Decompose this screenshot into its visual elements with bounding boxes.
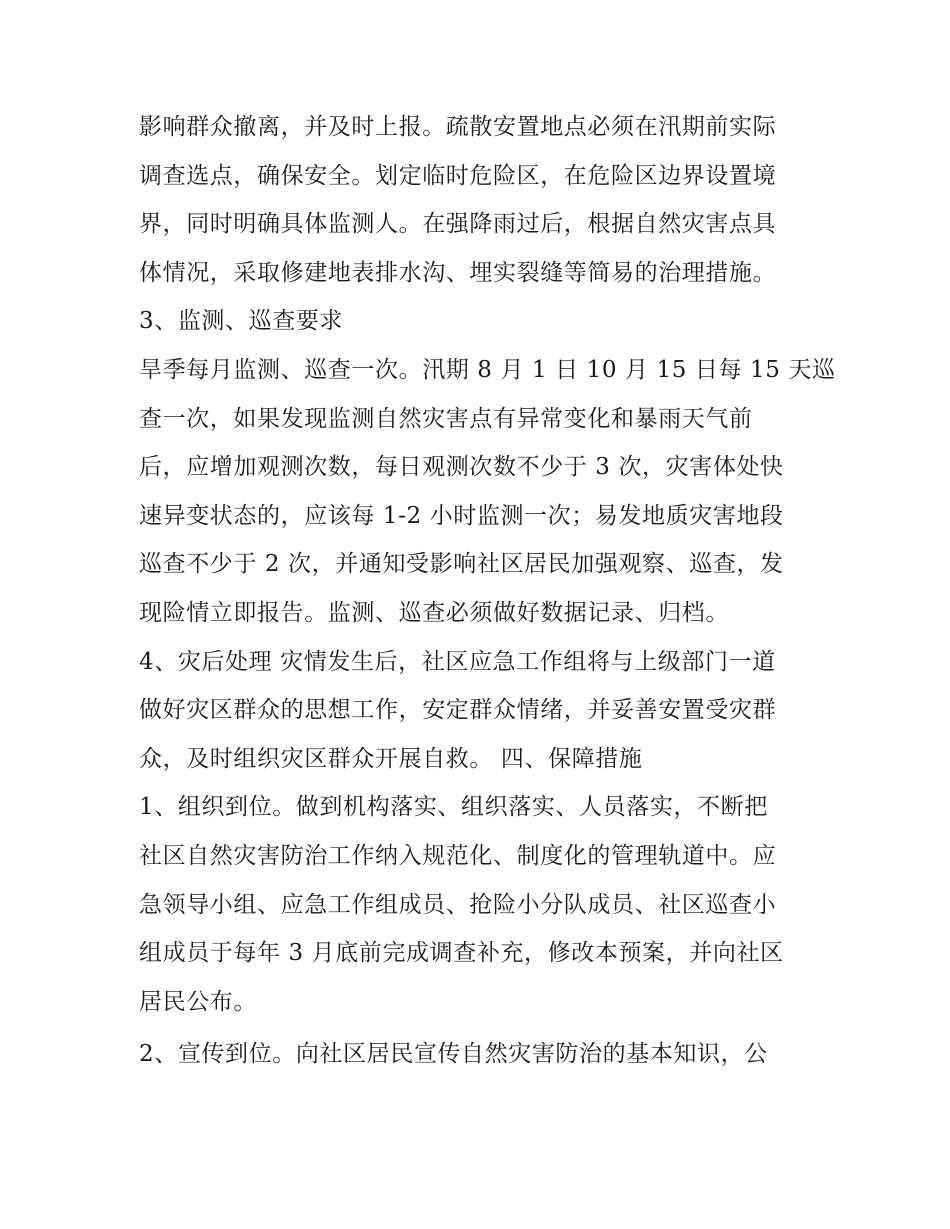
text-line: 现险情立即报告。监测、巡查必须做好数据记录、归档。 [139,599,729,626]
text-line: 影响群众撤离，并及时上报。疏散安置地点必须在汛期前实际 [139,114,777,140]
text-line: 调查选点，确保安全。划定临时危险区，在危险区边界设置境 [139,162,777,189]
text-line: 界，同时明确具体监测人。在强降雨过后，根据自然灾害点具 [139,211,777,238]
text-line: 做好灾区群众的思想工作，安定群众情绪，并妥善安置受灾群 [139,697,777,724]
text-line: 体情况，采取修建地表排水沟、埋实裂缝等简易的治理措施。 [139,259,777,286]
text-line: 后，应增加观测次数，每日观测次数不少于 3 次，灾害体处快 [139,454,784,481]
text-line: 社区自然灾害防治工作纳入规范化、制度化的管理轨道中。应 [139,842,777,869]
text-line: 4、灾后处理 灾情发生后，社区应急工作组将与上级部门一道 [139,648,776,675]
body-text [139,103,836,1079]
section-heading: 3、监测、巡查要求 [139,308,344,335]
text-line: 巡查不少于 2 次，并通知受影响社区居民加强观察、巡查，发 [139,551,784,578]
text-line: 组成员于每年 3 月底前完成调查补充，修改本预案，并向社区 [139,940,784,967]
text-line: 旱季每月监测、巡查一次。汛期 8 月 1 日 10 月 15 日每 15 天巡 [139,356,836,383]
text-line: 1、组织到位。做到机构落实、组织落实、人员落实，不断把 [139,794,768,821]
text-line: 查一次，如果发现监测自然灾害点有异常变化和暴雨天气前 [139,405,753,432]
text-line: 居民公布。 [139,988,257,1015]
text-line: 众，及时组织灾区群众开展自救。 四、保障措施 [139,745,643,772]
text-line: 2、宣传到位。向社区居民宣传自然灾害防治的基本知识，公 [139,1041,768,1068]
text-line: 速异变状态的，应该每 1-2 小时监测一次；易发地质灾害地段 [139,502,784,529]
text-line: 急领导小组、应急工作组成员、抢险小分队成员、社区巡查小 [139,891,777,918]
